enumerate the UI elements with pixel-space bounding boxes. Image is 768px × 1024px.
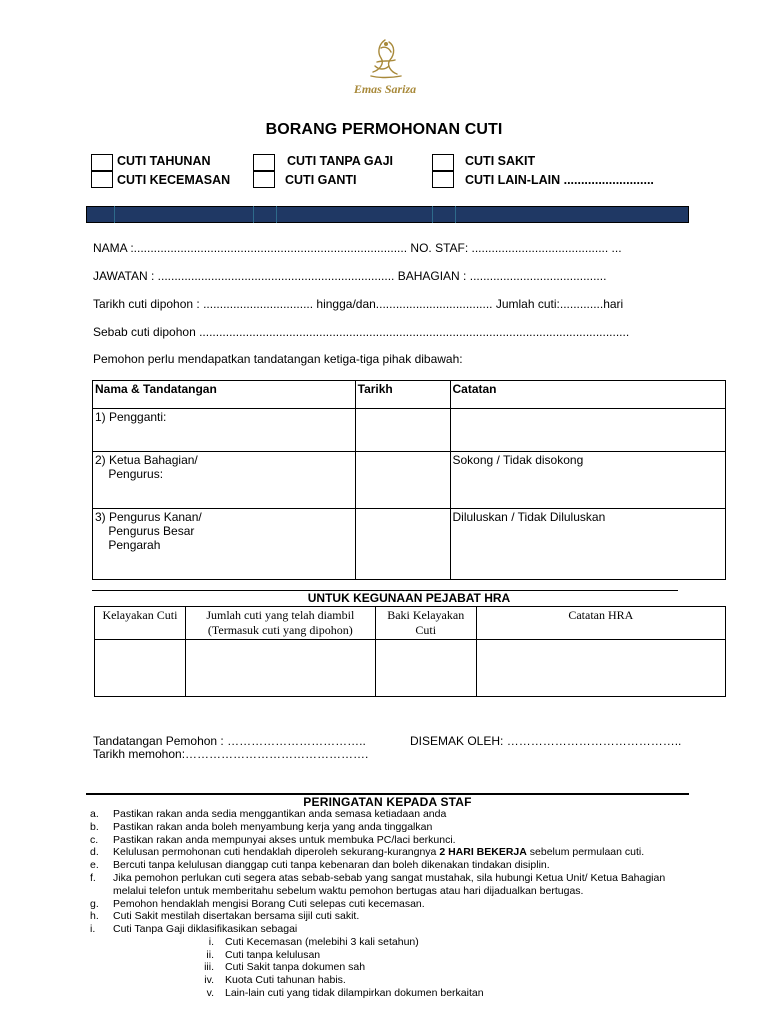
hra-header-row bbox=[95, 607, 726, 640]
row-ketua-name[interactable]: 2) Ketua Bahagian/ Pengurus: bbox=[93, 452, 356, 509]
table-row bbox=[93, 452, 726, 509]
checkbox-cuti-kecemasan[interactable] bbox=[91, 171, 113, 188]
divider-tick bbox=[432, 206, 433, 223]
hra-header-baki: Baki Kelayakan Cuti bbox=[375, 607, 476, 640]
divider-tick bbox=[114, 206, 115, 223]
field-sebab-cuti[interactable]: Sebab cuti dipohon ................................................................................................................................. bbox=[93, 325, 630, 339]
divider-tick bbox=[253, 206, 254, 223]
divider-tick bbox=[455, 206, 456, 223]
checkbox-cuti-ganti[interactable] bbox=[253, 171, 275, 188]
header-catatan: Catatan bbox=[450, 381, 726, 409]
field-tarikh-memohon[interactable]: Tarikh memohon:………………………………………. bbox=[93, 747, 369, 761]
row-pengurus-tarikh[interactable] bbox=[355, 509, 450, 580]
hra-catatan-cell[interactable] bbox=[476, 640, 725, 697]
checkbox-cuti-sakit[interactable] bbox=[432, 154, 454, 171]
approval-table bbox=[92, 380, 726, 580]
label-cuti-kecemasan: CUTI KECEMASAN bbox=[117, 173, 231, 187]
table-header-row bbox=[93, 381, 726, 409]
table-row bbox=[93, 409, 726, 452]
row-pengurus-name[interactable]: 3) Pengurus Kanan/ Pengurus Besar Pengarah bbox=[93, 509, 356, 580]
form-title: BORANG PERMOHONAN CUTI bbox=[265, 121, 503, 138]
label-cuti-ganti: CUTI GANTI bbox=[285, 173, 357, 187]
checkbox-cuti-lain-lain[interactable] bbox=[432, 171, 454, 188]
hra-header-catatan: Catatan HRA bbox=[476, 607, 725, 640]
checkbox-cuti-tahunan[interactable] bbox=[91, 154, 113, 171]
field-tarikh-cuti[interactable]: Tarikh cuti dipohon : ................................. hingga/dan................................... Jumlah cuti:.............hari bbox=[93, 297, 624, 311]
hra-jumlah-cell[interactable] bbox=[185, 640, 375, 697]
label-cuti-tahunan: CUTI TAHUNAN bbox=[117, 154, 211, 168]
hra-section-title: UNTUK KEGUNAAN PEJABAT HRA bbox=[307, 591, 511, 605]
section-divider-bar bbox=[86, 206, 689, 223]
table-row bbox=[93, 509, 726, 580]
warning-title: PERINGATAN KEPADA STAF bbox=[303, 795, 472, 809]
hra-data-row bbox=[95, 640, 726, 697]
row-pengganti-tarikh[interactable] bbox=[355, 409, 450, 452]
row-pengganti-name[interactable]: 1) Pengganti: bbox=[93, 409, 356, 452]
hra-table bbox=[94, 606, 726, 697]
company-logo bbox=[340, 36, 430, 100]
checkbox-cuti-tanpa-gaji[interactable] bbox=[253, 154, 275, 171]
divider-tick bbox=[276, 206, 277, 223]
hra-kelayakan-cell[interactable] bbox=[95, 640, 186, 697]
label-cuti-tanpa-gaji: CUTI TANPA GAJI bbox=[287, 154, 394, 168]
row-pengganti-catatan[interactable] bbox=[450, 409, 726, 452]
field-nama-no-staf[interactable]: NAMA :.................................................................................. NO. STAF: ......................................... ... bbox=[93, 241, 622, 255]
calligraphy-logo-icon bbox=[355, 36, 415, 82]
header-tarikh: Tarikh bbox=[355, 381, 450, 409]
row-pengurus-catatan[interactable]: Diluluskan / Tidak Diluluskan bbox=[450, 509, 726, 580]
hra-header-kelayakan: Kelayakan Cuti bbox=[95, 607, 186, 640]
row-ketua-tarikh[interactable] bbox=[355, 452, 450, 509]
row-ketua-catatan[interactable]: Sokong / Tidak disokong bbox=[450, 452, 726, 509]
warning-list: a. Pastikan rakan anda sedia menggantikan anda semasa ketiadaan anda b. Pastikan rakan anda boleh menyambung kerja yang anda tinggalkan c. Pastikan rakan anda mempunyai akses untuk membuka PC/laci berkunci. d. Kelulusan permohonan cuti hendaklah diperoleh sekurang-kurangnya 2 HARI BEKERJA sebelum permulaan cuti. e. Bercuti tanpa kelulusan dianggap cuti tanpa kebenaran dan boleh dikenakan tindakan disiplin. f. Jika pemohon perlukan cuti segera atas sebab-sebab yang sangat mustahak, sila hubungi Ketua Unit/ Ketua Bahagian melalui telefon untuk memberitahu sebelum waktu pemohon bertugas atau hari dijadualkan bertugas. g. Pemohon hendaklah mengisi Borang Cuti selepas cuti kecemasan. h. Cuti Sakit mestilah disertakan bersama sijil cuti sakit. i. Cuti Tanpa Gaji diklasifikasikan sebagai i. Cuti Kecemasan (melebihi 3 kali setahun) ii. Cuti tanpa kelulusan iii. Cuti Sakit tanpa dokumen sah iv. Kuota Cuti tahunan habis. v. Lain-lain cuti yang tidak dilampirkan dokumen berkaitan bbox=[90, 808, 666, 999]
header-nama-tandatangan: Nama & Tandatangan bbox=[93, 381, 356, 409]
label-cuti-lain-lain: CUTI LAIN-LAIN .......................... bbox=[465, 173, 654, 187]
hra-baki-cell[interactable] bbox=[375, 640, 476, 697]
brand-name: Emas Sariza bbox=[353, 82, 417, 96]
hra-header-jumlah: Jumlah cuti yang telah diambil (Termasuk cuti yang dipohon) bbox=[185, 607, 375, 640]
signature-instruction: Pemohon perlu mendapatkan tandatangan ketiga-tiga pihak dibawah: bbox=[93, 352, 463, 366]
field-disemak-oleh[interactable]: DISEMAK OLEH: …………………………………….. bbox=[410, 734, 682, 748]
field-tandatangan-pemohon[interactable]: Tandatangan Pemohon : …………………………….. bbox=[93, 734, 366, 748]
field-jawatan-bahagian[interactable]: JAWATAN : ....................................................................... BAHAGIAN : ......................................... bbox=[93, 269, 607, 283]
label-cuti-sakit: CUTI SAKIT bbox=[465, 154, 536, 168]
